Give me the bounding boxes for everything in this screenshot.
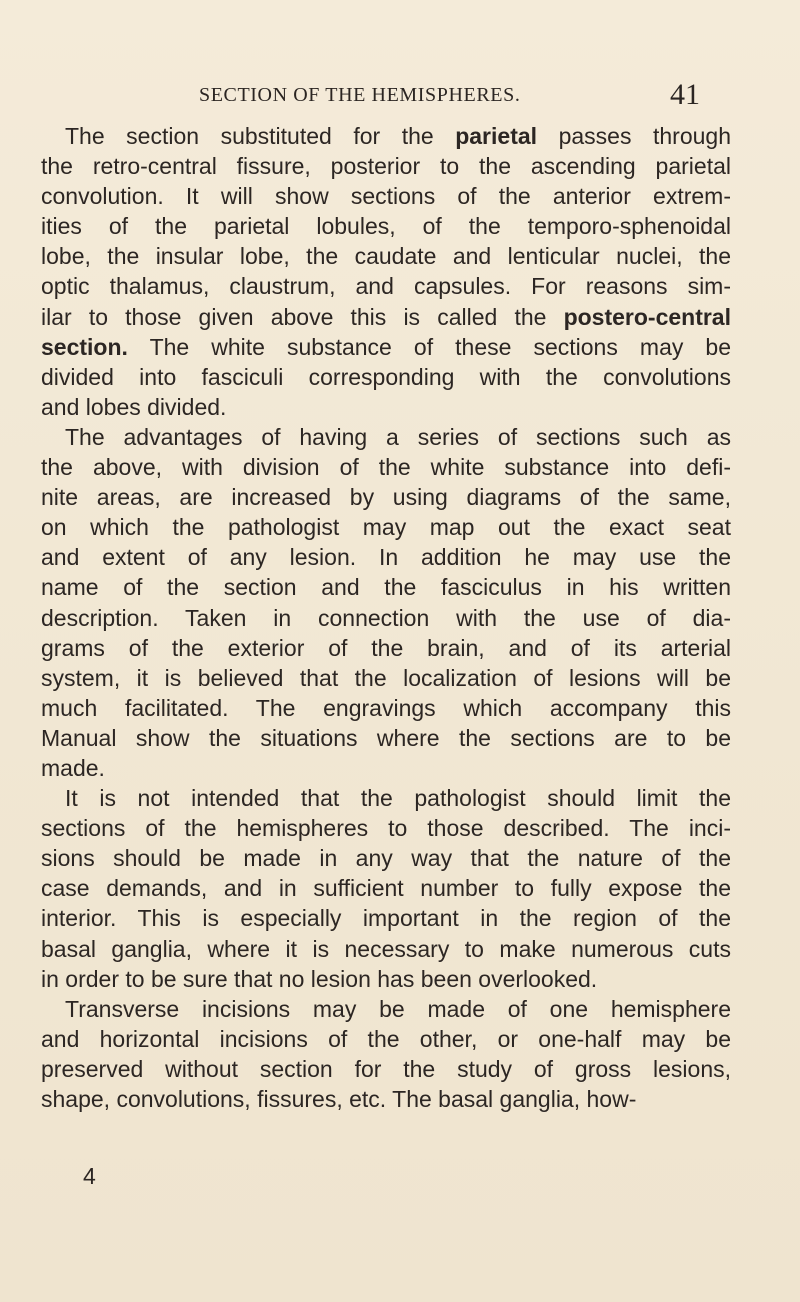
text-line	[41, 1024, 731, 1054]
text-line	[41, 663, 731, 693]
text-run: The advantages of having a series of sections such as	[65, 423, 731, 450]
text-run: made.	[41, 754, 105, 781]
text-run: in order to be sure that no lesion has been overlooked.	[41, 965, 598, 992]
text-line	[41, 934, 731, 964]
text-line	[41, 903, 731, 933]
text-run: and horizontal incisions of the other, or one-half may be	[41, 1025, 731, 1052]
text-line	[41, 452, 731, 482]
text-line	[41, 512, 731, 542]
text-run: The section substituted for the	[65, 123, 456, 149]
text-run: basal ganglia, where it is necessary to make numerous cuts	[41, 935, 731, 962]
text-run: and lobes divided.	[41, 393, 227, 420]
text-run: ities of the parietal lobules, of the temporo-sphenoidal	[41, 213, 731, 240]
text-run: sions should be made in any way that the nature of the	[41, 845, 731, 872]
text-run: name of the section and the fasciculus in his written	[41, 574, 731, 601]
text-run: preserved without section for the study of gross lesions,	[41, 1055, 731, 1082]
body-text	[41, 121, 731, 1114]
text-line	[41, 843, 731, 873]
text-run: convolution. It will show sections of the anterior extrem-	[41, 183, 731, 210]
text-line	[41, 633, 731, 663]
text-line	[41, 603, 731, 633]
text-run: passes through	[537, 123, 731, 149]
text-run: the retro-central fissure, posterior to the ascending parietal	[41, 153, 731, 180]
text-line	[41, 181, 731, 211]
text-line	[41, 1054, 731, 1084]
text-line	[41, 873, 731, 903]
text-run: Manual show the situations where the sections are to be	[41, 724, 731, 751]
text-run: nite areas, are increased by using diagrams of the same,	[41, 484, 731, 511]
text-line	[41, 964, 731, 994]
text-run: It is not intended that the pathologist should limit the	[65, 785, 731, 812]
text-run: case demands, and in sufficient number to fully expose the	[41, 875, 731, 902]
running-head: SECTION OF THE HEMISPHERES.	[199, 84, 521, 106]
text-line	[41, 392, 731, 422]
text-run: on which the pathologist may map out the exact seat	[41, 514, 731, 541]
text-line	[41, 151, 731, 181]
text-run: The white substance of these sections may be	[127, 333, 731, 360]
text-line	[41, 211, 731, 241]
text-run: the above, with division of the white substance into defi-	[41, 454, 731, 481]
text-line	[41, 813, 731, 843]
text-run: divided into fasciculi corresponding with the convolutions	[41, 363, 731, 390]
text-line	[41, 482, 731, 512]
text-line	[41, 241, 731, 271]
text-line	[41, 332, 731, 362]
text-run: description. Taken in connection with the use of dia-	[41, 604, 731, 631]
text-line	[41, 753, 731, 783]
text-run: sections of the hemispheres to those described. The inci-	[41, 815, 731, 842]
text-run: Transverse incisions may be made of one hemisphere	[65, 995, 731, 1022]
text-run: ilar to those given above this is called the	[41, 303, 564, 330]
text-line	[41, 302, 731, 332]
text-line	[41, 422, 731, 452]
text-run: grams of the exterior of the brain, and of its arterial	[41, 634, 731, 661]
text-run: system, it is believed that the localization of lesions will be	[41, 664, 731, 691]
text-line	[41, 572, 731, 602]
text-line	[41, 1084, 731, 1114]
text-line	[41, 362, 731, 392]
text-run: and extent of any lesion. In addition he may use the	[41, 544, 731, 571]
bold-term: parietal	[455, 123, 538, 149]
page-number: 41	[670, 78, 700, 111]
text-run: interior. This is especially important in the region of the	[41, 905, 731, 932]
text-run: optic thalamus, claustrum, and capsules. For reasons sim-	[41, 273, 731, 300]
page-header	[0, 78, 800, 114]
text-run: much facilitated. The engravings which accompany this	[41, 694, 731, 721]
text-line	[41, 994, 731, 1024]
bold-term: section.	[41, 333, 128, 360]
text-run: lobe, the insular lobe, the caudate and lenticular nuclei, the	[41, 243, 731, 270]
text-run: shape, convolutions, fissures, etc. The basal ganglia, how-	[41, 1086, 637, 1112]
bold-term: postero-central	[563, 303, 731, 330]
text-line	[41, 783, 731, 813]
text-line	[41, 271, 731, 301]
text-line	[41, 693, 731, 723]
signature-mark: 4	[83, 1163, 96, 1189]
text-line	[41, 542, 731, 572]
text-line	[41, 121, 731, 151]
text-line	[41, 723, 731, 753]
